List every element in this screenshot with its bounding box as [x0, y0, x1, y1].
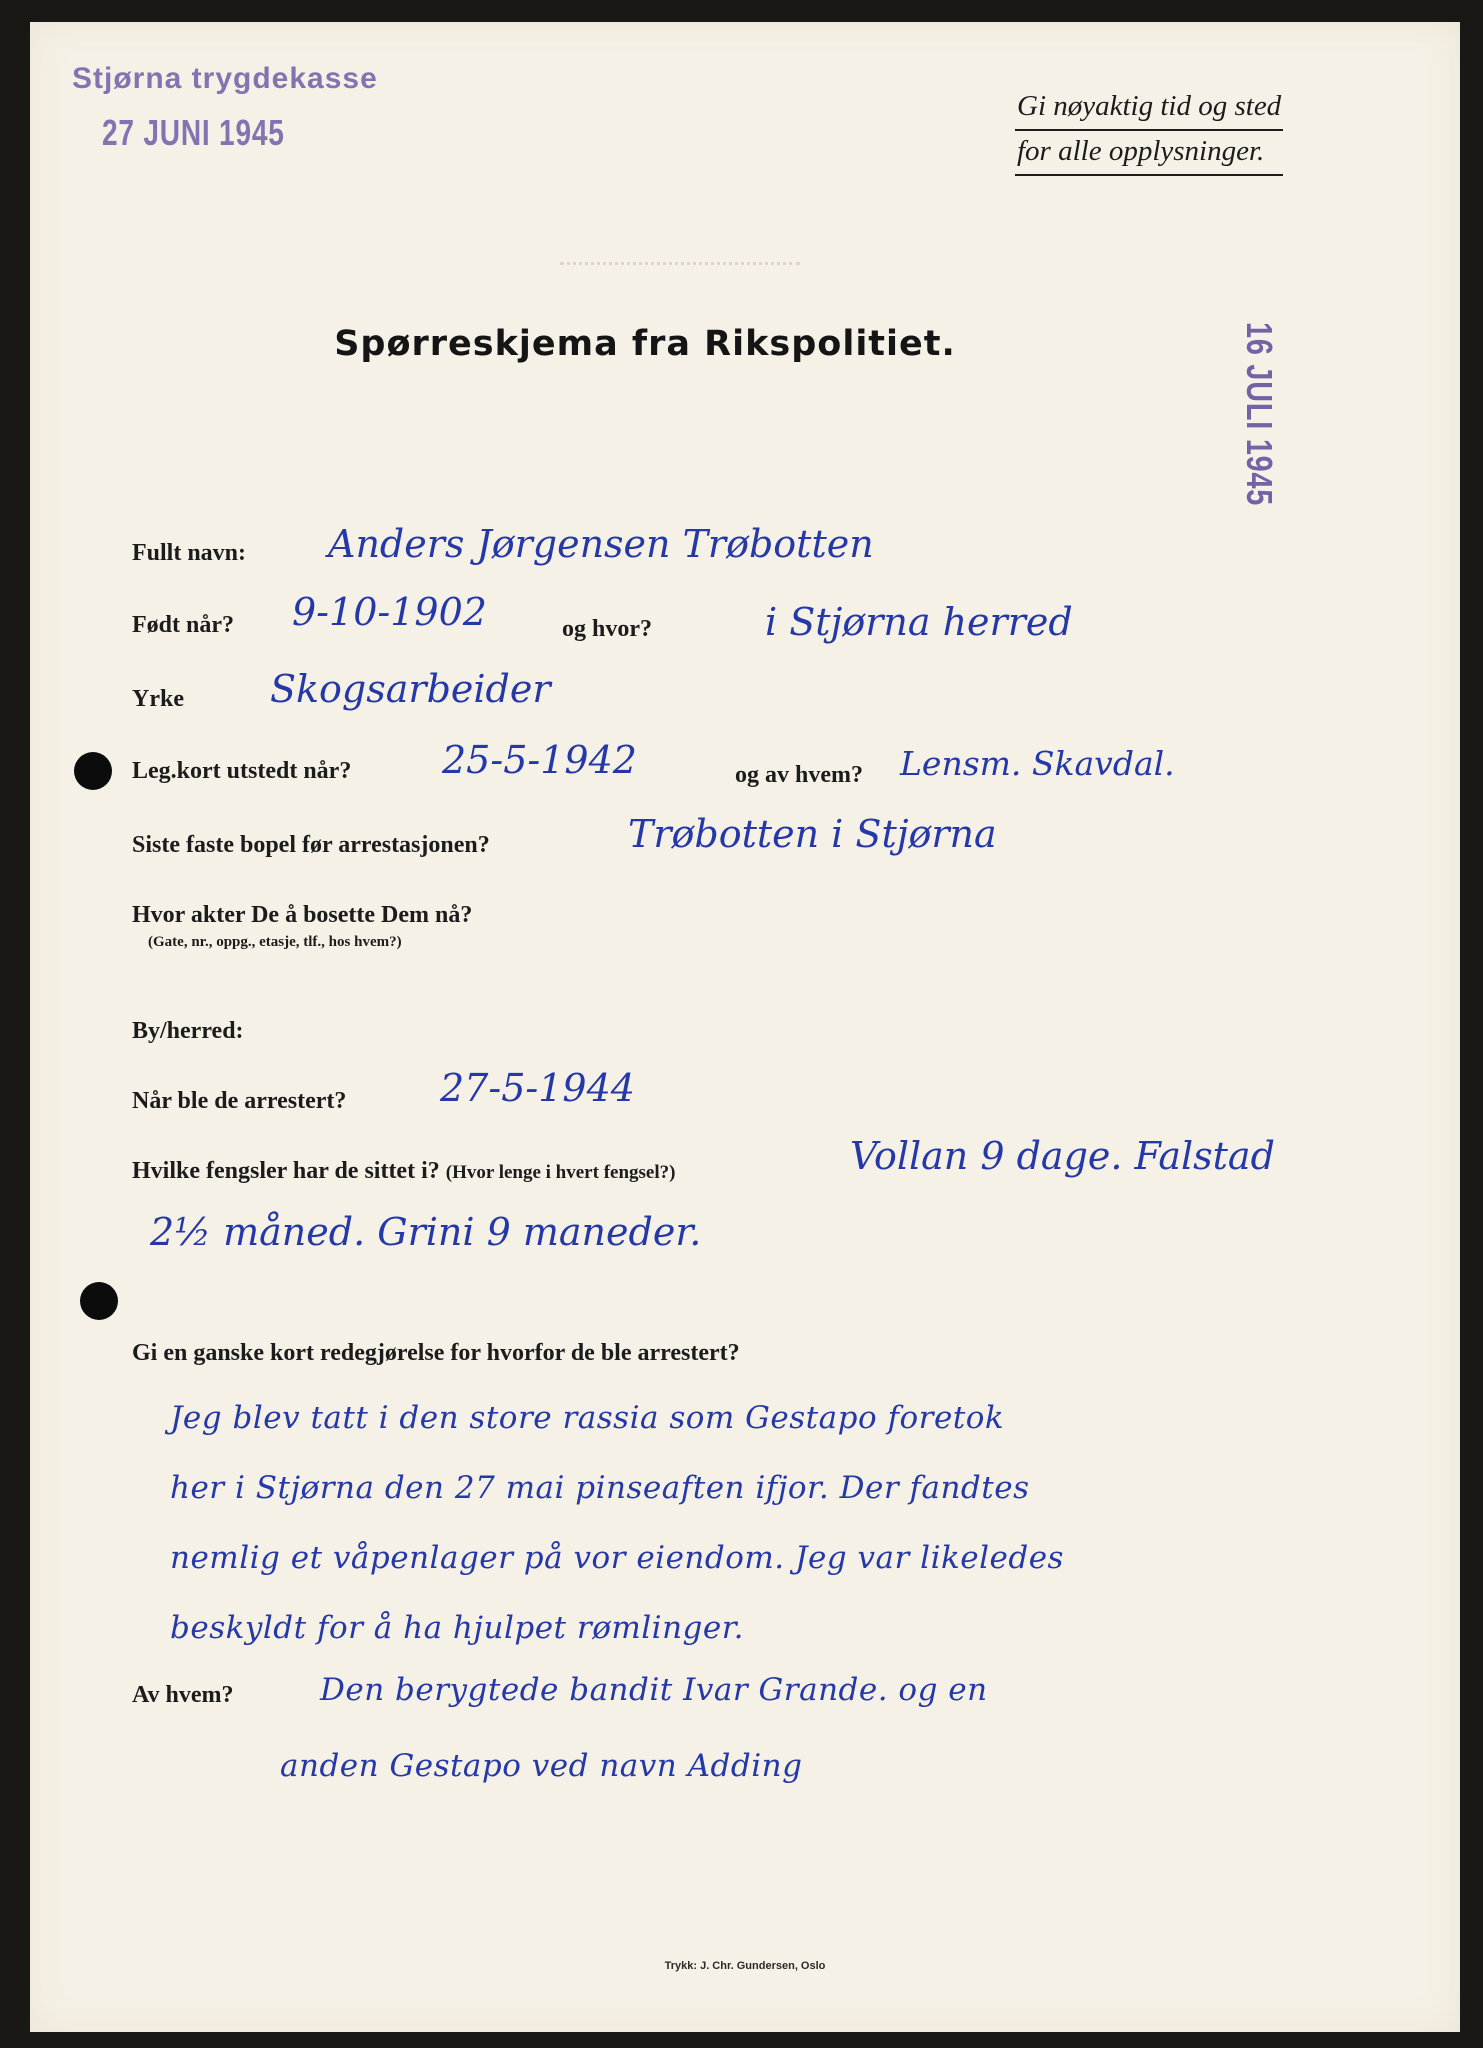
born-when-label: Født når?: [132, 612, 234, 638]
born-where-label: og hvor?: [562, 616, 652, 642]
prisons-label: [132, 1158, 675, 1185]
why-line-4: beskyldt for å ha hjulpet rømlinger.: [170, 1610, 745, 1646]
born-when-value: 9-10-1902: [292, 590, 487, 634]
arrested-label: Når ble de arrestert?: [132, 1088, 347, 1114]
instruction-box: [1015, 86, 1283, 176]
form-title: Spørreskjema fra Rikspolitiet.: [334, 324, 956, 364]
by-whom-label: Av hvem?: [132, 1682, 234, 1708]
faint-mark: [560, 262, 800, 271]
why-line-3: nemlig et våpenlager på vor eiendom. Jeg var likeledes: [170, 1540, 1064, 1576]
instruction-line-2: for alle opplysninger.: [1015, 131, 1283, 176]
punch-hole-top: [74, 752, 112, 790]
form-page: [30, 22, 1460, 2032]
why-label: Gi en ganske kort redegjørelse for hvorfor de ble arrestert?: [132, 1340, 740, 1366]
occupation-label: Yrke: [132, 686, 184, 712]
why-line-1: Jeg blev tatt i den store rassia som Gestapo foretok: [170, 1400, 1005, 1436]
name-label: Fullt navn:: [132, 540, 247, 566]
prisons-value-2: 2½ måned. Grini 9 maneder.: [150, 1210, 702, 1254]
instruction-line-1: Gi nøyaktig tid og sted: [1015, 86, 1283, 131]
name-value: Anders Jørgensen Trøbotten: [328, 522, 874, 566]
id-card-label: Leg.kort utstedt når?: [132, 758, 352, 784]
prisons-value-1: Vollan 9 dage. Falstad: [850, 1134, 1275, 1178]
settle-label: Hvor akter De å bosette Dem nå?: [132, 902, 473, 928]
by-whom-line-1: Den berygtede bandit Ivar Grande. og en: [320, 1672, 988, 1708]
second-date-stamp: 16 JULI 1945: [1239, 322, 1280, 507]
born-where-value: i Stjørna herred: [765, 600, 1073, 644]
arrested-value: 27-5-1944: [440, 1066, 635, 1110]
why-line-2: her i Stjørna den 27 mai pinseaften ifjor. Der fandtes: [170, 1470, 1030, 1506]
last-residence-label: Siste faste bopel før arrestasjonen?: [132, 832, 490, 858]
received-date-stamp: 27 JUNI 1945: [102, 112, 285, 153]
town-label: By/herred:: [132, 1018, 244, 1044]
last-residence-value: Trøbotten i Stjørna: [628, 812, 997, 856]
prisons-sub-label: (Hvor lenge i hvert fengsel?): [445, 1162, 676, 1183]
id-card-by-label: og av hvem?: [735, 762, 863, 788]
occupation-value: Skogsarbeider: [270, 667, 551, 711]
prisons-label-main: Hvilke fengsler har de sittet i?: [132, 1158, 440, 1184]
punch-hole-bottom: [80, 1282, 118, 1320]
printer-credit: Trykk: J. Chr. Gundersen, Oslo: [664, 1960, 826, 1972]
id-card-by-value: Lensm. Skavdal.: [900, 744, 1175, 783]
by-whom-line-2: anden Gestapo ved navn Adding: [280, 1748, 803, 1784]
office-stamp: Stjørna trygdekasse: [72, 62, 378, 95]
id-card-value: 25-5-1942: [442, 738, 637, 782]
settle-sub-label: (Gate, nr., oppg., etasje, tlf., hos hvem?): [148, 934, 402, 950]
